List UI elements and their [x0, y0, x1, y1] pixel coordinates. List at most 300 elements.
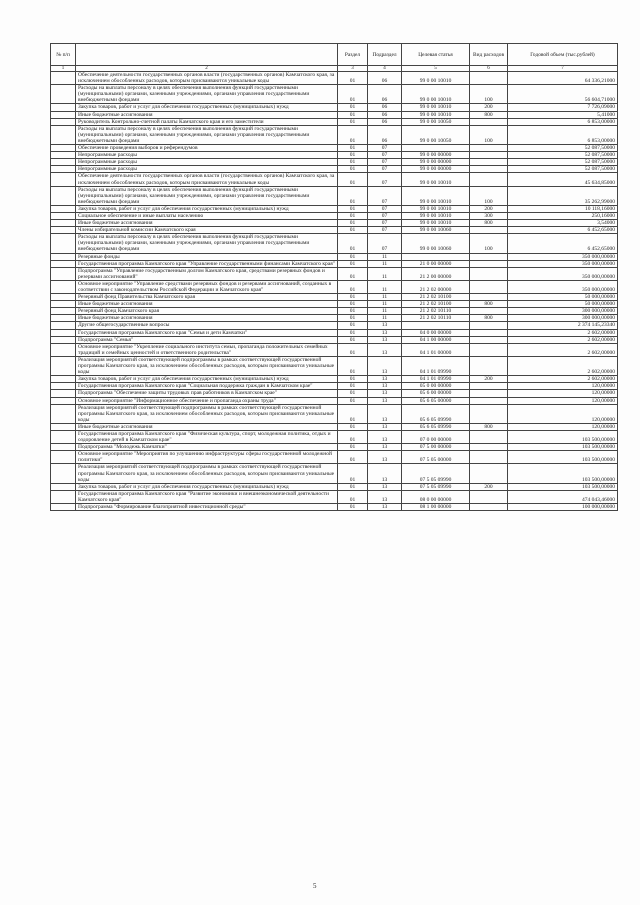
- row-section-cell: 01: [338, 152, 368, 159]
- row-amount-cell: 6 853,00000: [508, 125, 618, 144]
- row-num-cell: [51, 336, 76, 343]
- row-name-cell: Закупка товаров, работ и услуг для обеспечения государственных (муниципальных) нужд: [76, 104, 338, 111]
- row-section-cell: 01: [338, 267, 368, 280]
- row-section-cell: 01: [338, 336, 368, 343]
- row-subsection-cell: 13: [368, 423, 402, 430]
- row-subsection-cell: 07: [368, 234, 402, 253]
- row-section-cell: 01: [338, 159, 368, 166]
- row-section-cell: 01: [338, 383, 368, 390]
- row-section-cell: 01: [338, 430, 368, 443]
- row-section-cell: 01: [338, 490, 368, 503]
- row-num-cell: [51, 294, 76, 301]
- row-name-cell: Расходы на выплаты персоналу в целях обеспечения выполнения функций государственными (муниципальными) органами, казенными учреждениями, органами управления государственными внебюджетными фондами: [76, 234, 338, 253]
- table-row: [51, 329, 618, 336]
- row-exptype-cell: [470, 444, 508, 451]
- row-name-cell: Непрограммные расходы: [76, 152, 338, 159]
- row-section-cell: 01: [338, 423, 368, 430]
- row-num-cell: [51, 390, 76, 397]
- row-amount-cell: 103 500,00000: [508, 451, 618, 464]
- row-section-cell: 01: [338, 220, 368, 227]
- row-exptype-cell: 100: [470, 234, 508, 253]
- row-target-cell: 99 0 00 00000: [402, 166, 470, 173]
- table-row: [51, 504, 618, 511]
- row-name-cell: Закупка товаров, работ и услуг для обеспечения государственных (муниципальных) нужд: [76, 376, 338, 383]
- row-amount-cell: 350 000,00000: [508, 280, 618, 293]
- row-name-cell: Непрограммные расходы: [76, 159, 338, 166]
- header-target: Целевая статья: [402, 44, 470, 66]
- row-exptype-cell: [470, 166, 508, 173]
- table-row: [51, 125, 618, 144]
- row-amount-cell: 64 336,21000: [508, 72, 618, 85]
- row-target-cell: 99 0 00 00000: [402, 152, 470, 159]
- row-target-cell: 99 0 00 10010: [402, 212, 470, 219]
- row-name-cell: Государственная программа Камчатского края "Физическая культура, спорт, молодежная политика, отдых и оздоровление детей в Камчатском крае": [76, 430, 338, 443]
- row-name-cell: Подпрограмма "Семья": [76, 336, 338, 343]
- row-num-cell: [51, 159, 76, 166]
- row-target-cell: 05 6 05 09990: [402, 423, 470, 430]
- row-target-cell: 99 0 00 10060: [402, 227, 470, 234]
- row-num-cell: [51, 397, 76, 404]
- row-exptype-cell: [470, 356, 508, 375]
- row-subsection-cell: 06: [368, 111, 402, 118]
- row-num-cell: [51, 186, 76, 205]
- row-section-cell: 01: [338, 376, 368, 383]
- row-target-cell: 21 2 02 10110: [402, 308, 470, 315]
- row-num-cell: [51, 85, 76, 104]
- row-num-cell: [51, 376, 76, 383]
- row-subsection-cell: 11: [368, 294, 402, 301]
- row-subsection-cell: 07: [368, 166, 402, 173]
- row-num-cell: [51, 280, 76, 293]
- row-section-cell: 01: [338, 390, 368, 397]
- row-target-cell: [402, 145, 470, 152]
- row-section-cell: 01: [338, 404, 368, 423]
- row-subsection-cell: 06: [368, 125, 402, 144]
- table-row: [51, 85, 618, 104]
- row-subsection-cell: 07: [368, 186, 402, 205]
- row-amount-cell: 50 000,00000: [508, 294, 618, 301]
- row-name-cell: Государственная программа Камчатского края "Социальная поддержка граждан в Камчатском крае": [76, 383, 338, 390]
- row-amount-cell: 2 602,00000: [508, 356, 618, 375]
- row-subsection-cell: 07: [368, 173, 402, 186]
- row-amount-cell: 10 118,16000: [508, 205, 618, 212]
- row-exptype-cell: 300: [470, 212, 508, 219]
- row-amount-cell: 35 262,99000: [508, 186, 618, 205]
- row-name-cell: Подпрограмма "Управление государственным долгом Камчатского края, средствами резервных фондов и резервами ассигнований": [76, 267, 338, 280]
- row-exptype-cell: [470, 72, 508, 85]
- row-amount-cell: 52 087,50000: [508, 152, 618, 159]
- table-row: [51, 104, 618, 111]
- row-target-cell: 05 6 05 09990: [402, 404, 470, 423]
- row-subsection-cell: 11: [368, 253, 402, 260]
- row-target-cell: 04 1 01 00000: [402, 343, 470, 356]
- row-amount-cell: 120,00000: [508, 404, 618, 423]
- row-amount-cell: 103 500,00000: [508, 464, 618, 483]
- row-target-cell: 21 0 00 00000: [402, 260, 470, 267]
- table-row: [51, 490, 618, 503]
- table-row: [51, 397, 618, 404]
- row-target-cell: 99 0 00 10010: [402, 111, 470, 118]
- row-name-cell: Иные бюджетные ассигнования: [76, 111, 338, 118]
- row-target-cell: 99 0 00 10010: [402, 173, 470, 186]
- row-amount-cell: 250,16000: [508, 212, 618, 219]
- row-exptype-cell: [470, 253, 508, 260]
- table-row: [51, 390, 618, 397]
- row-name-cell: Члены избирательной комиссии Камчатского края: [76, 227, 338, 234]
- row-amount-cell: 2 374 145,23340: [508, 322, 618, 329]
- row-name-cell: Резервные фонды: [76, 253, 338, 260]
- row-exptype-cell: 100: [470, 125, 508, 144]
- row-subsection-cell: 11: [368, 315, 402, 322]
- row-exptype-cell: [470, 490, 508, 503]
- row-amount-cell: 350 000,00000: [508, 260, 618, 267]
- table-row: [51, 186, 618, 205]
- table-row: [51, 159, 618, 166]
- row-subsection-cell: 13: [368, 390, 402, 397]
- index-cell: 7: [508, 66, 618, 72]
- index-cell: 1: [51, 66, 76, 72]
- row-amount-cell: 56 604,71000: [508, 85, 618, 104]
- row-target-cell: 04 1 01 09990: [402, 376, 470, 383]
- row-target-cell: 08 1 00 00000: [402, 504, 470, 511]
- row-num-cell: [51, 212, 76, 219]
- row-subsection-cell: 07: [368, 212, 402, 219]
- row-num-cell: [51, 444, 76, 451]
- row-amount-cell: 6 853,00000: [508, 118, 618, 125]
- row-subsection-cell: 11: [368, 260, 402, 267]
- row-target-cell: 07 5 05 09990: [402, 483, 470, 490]
- row-subsection-cell: 06: [368, 104, 402, 111]
- table-row: [51, 145, 618, 152]
- table-row: [51, 483, 618, 490]
- row-name-cell: Подпрограмма "Обеспечение защиты трудовых прав работников в Камчатском крае": [76, 390, 338, 397]
- row-name-cell: Непрограммные расходы: [76, 166, 338, 173]
- table-row: [51, 260, 618, 267]
- index-cell: 6: [470, 66, 508, 72]
- row-exptype-cell: [470, 159, 508, 166]
- row-subsection-cell: 06: [368, 72, 402, 85]
- index-cell: 2: [76, 66, 338, 72]
- row-subsection-cell: 13: [368, 464, 402, 483]
- row-amount-cell: 103 500,00000: [508, 444, 618, 451]
- row-subsection-cell: 07: [368, 205, 402, 212]
- table-row: [51, 220, 618, 227]
- table-row: [51, 322, 618, 329]
- row-target-cell: 07 0 00 00000: [402, 430, 470, 443]
- table-row: [51, 343, 618, 356]
- table-row: [51, 173, 618, 186]
- row-exptype-cell: [470, 152, 508, 159]
- row-name-cell: Социальное обеспечение и иные выплаты населению: [76, 212, 338, 219]
- row-name-cell: Реализация мероприятий соответствующей подпрограммы в рамках соответствующей государственной программы Камчатского края, за исключением обособленных расходов, которым присваиваются уникальные коды: [76, 464, 338, 483]
- row-subsection-cell: 13: [368, 356, 402, 375]
- row-subsection-cell: 13: [368, 404, 402, 423]
- row-amount-cell: 103 500,00000: [508, 483, 618, 490]
- table-row: [51, 205, 618, 212]
- row-exptype-cell: [470, 430, 508, 443]
- row-exptype-cell: [470, 173, 508, 186]
- row-section-cell: 01: [338, 104, 368, 111]
- row-section-cell: 01: [338, 186, 368, 205]
- row-section-cell: 01: [338, 301, 368, 308]
- row-target-cell: 04 0 00 00000: [402, 329, 470, 336]
- table-row: [51, 227, 618, 234]
- row-name-cell: Основное мероприятие "Мероприятия по улучшению инфраструктуры сферы государственной молодежной политики": [76, 451, 338, 464]
- row-section-cell: 01: [338, 504, 368, 511]
- index-cell: 4: [368, 66, 402, 72]
- row-exptype-cell: 800: [470, 111, 508, 118]
- row-subsection-cell: 13: [368, 329, 402, 336]
- row-exptype-cell: 200: [470, 205, 508, 212]
- row-num-cell: [51, 483, 76, 490]
- row-amount-cell: 120,00000: [508, 383, 618, 390]
- row-section-cell: 01: [338, 356, 368, 375]
- row-amount-cell: 7 726,09000: [508, 104, 618, 111]
- table-row: [51, 430, 618, 443]
- row-name-cell: Закупка товаров, работ и услуг для обеспечения государственных (муниципальных) нужд: [76, 483, 338, 490]
- row-amount-cell: 2 602,00000: [508, 336, 618, 343]
- row-exptype-cell: 800: [470, 423, 508, 430]
- row-target-cell: 21 2 02 00000: [402, 280, 470, 293]
- table-row: [51, 336, 618, 343]
- row-name-cell: Основное мероприятие "Управление средствами резервных фондов и резервами ассигнований, созданных в соответствии с законодательством Российской Федерации и Камчатского края": [76, 280, 338, 293]
- row-section-cell: 01: [338, 85, 368, 104]
- row-num-cell: [51, 205, 76, 212]
- row-subsection-cell: 13: [368, 444, 402, 451]
- row-exptype-cell: [470, 267, 508, 280]
- table-row: [51, 72, 618, 85]
- row-target-cell: 99 0 00 10010: [402, 220, 470, 227]
- row-num-cell: [51, 308, 76, 315]
- row-subsection-cell: 13: [368, 336, 402, 343]
- table-row: [51, 376, 618, 383]
- row-num-cell: [51, 301, 76, 308]
- table-row: [51, 111, 618, 118]
- row-name-cell: Резервный фонд Правительства Камчатского края: [76, 294, 338, 301]
- row-subsection-cell: 07: [368, 152, 402, 159]
- table-row: [51, 464, 618, 483]
- row-num-cell: [51, 173, 76, 186]
- table-header-row: [51, 44, 618, 66]
- row-target-cell: 99 0 00 00000: [402, 159, 470, 166]
- row-num-cell: [51, 145, 76, 152]
- row-name-cell: Расходы на выплаты персоналу в целях обеспечения выполнения функций государственными (муниципальными) органами, казенными учреждениями, органами управления государственными внебюджетными фондами: [76, 186, 338, 205]
- row-num-cell: [51, 104, 76, 111]
- index-cell: 3: [338, 66, 368, 72]
- row-section-cell: 01: [338, 118, 368, 125]
- row-section-cell: 01: [338, 173, 368, 186]
- row-num-cell: [51, 504, 76, 511]
- row-target-cell: 21 2 02 10100: [402, 301, 470, 308]
- row-section-cell: 01: [338, 212, 368, 219]
- row-subsection-cell: 13: [368, 490, 402, 503]
- row-section-cell: 01: [338, 125, 368, 144]
- row-target-cell: 99 0 00 10050: [402, 125, 470, 144]
- row-section-cell: 01: [338, 322, 368, 329]
- row-amount-cell: 45 634,85000: [508, 173, 618, 186]
- row-name-cell: Основное мероприятие "Укрепление социального института семьи, пропаганда положительных семейных традиций и семейных ценностей и ответственного родительства": [76, 343, 338, 356]
- row-amount-cell: 120,00000: [508, 390, 618, 397]
- row-num-cell: [51, 166, 76, 173]
- row-name-cell: Государственная программа Камчатского края "Управление государственными финансами Камчатского края": [76, 260, 338, 267]
- row-subsection-cell: 11: [368, 301, 402, 308]
- table-row: [51, 253, 618, 260]
- row-exptype-cell: [470, 280, 508, 293]
- table-row: [51, 280, 618, 293]
- row-num-cell: [51, 343, 76, 356]
- row-exptype-cell: 200: [470, 104, 508, 111]
- row-exptype-cell: [470, 145, 508, 152]
- row-num-cell: [51, 430, 76, 443]
- row-num-cell: [51, 72, 76, 85]
- row-name-cell: Обеспечение деятельности государственных органов власти (государственных органов) Камчатского края, за исключением обособленных расходов, которым присваиваются уникальные коды: [76, 72, 338, 85]
- row-exptype-cell: [470, 227, 508, 234]
- row-target-cell: 99 0 00 10010: [402, 85, 470, 104]
- row-exptype-cell: [470, 397, 508, 404]
- row-exptype-cell: 100: [470, 186, 508, 205]
- row-exptype-cell: [470, 451, 508, 464]
- table-row: [51, 166, 618, 173]
- table-row: [51, 152, 618, 159]
- row-name-cell: Расходы на выплаты персоналу в целях обеспечения выполнения функций государственными (муниципальными) органами, казенными учреждениями, органами управления государственными внебюджетными фондами: [76, 125, 338, 144]
- row-amount-cell: 2 602,00000: [508, 329, 618, 336]
- row-target-cell: 04 1 00 00000: [402, 336, 470, 343]
- row-exptype-cell: [470, 343, 508, 356]
- row-exptype-cell: [470, 404, 508, 423]
- row-target-cell: 07 5 05 09990: [402, 464, 470, 483]
- row-target-cell: 07 5 05 00000: [402, 451, 470, 464]
- row-exptype-cell: [470, 464, 508, 483]
- row-target-cell: 08 0 00 00000: [402, 490, 470, 503]
- row-section-cell: 01: [338, 205, 368, 212]
- row-name-cell: Резервный фонд Камчатского края: [76, 308, 338, 315]
- header-name: [76, 44, 338, 66]
- row-section-cell: 01: [338, 294, 368, 301]
- row-target-cell: 07 5 00 00000: [402, 444, 470, 451]
- row-subsection-cell: 06: [368, 85, 402, 104]
- row-exptype-cell: 200: [470, 376, 508, 383]
- row-num-cell: [51, 234, 76, 253]
- row-amount-cell: 2 602,00000: [508, 376, 618, 383]
- row-exptype-cell: 800: [470, 301, 508, 308]
- row-exptype-cell: [470, 336, 508, 343]
- table-row: [51, 315, 618, 322]
- row-name-cell: Государственная программа Камчатского края "Развитие экономики и внешнеэкономической деятельности Камчатского края": [76, 490, 338, 503]
- row-section-cell: 01: [338, 329, 368, 336]
- row-num-cell: [51, 423, 76, 430]
- row-section-cell: 01: [338, 397, 368, 404]
- row-subsection-cell: 06: [368, 118, 402, 125]
- table-row: [51, 356, 618, 375]
- row-section-cell: 01: [338, 72, 368, 85]
- row-num-cell: [51, 451, 76, 464]
- row-name-cell: Реализация мероприятий соответствующей подпрограммы в рамках соответствующей государственной программы Камчатского края, за исключением обособленных расходов, которым присваиваются уникальные коды: [76, 404, 338, 423]
- row-num-cell: [51, 464, 76, 483]
- table-row: [51, 308, 618, 315]
- row-subsection-cell: 13: [368, 483, 402, 490]
- row-section-cell: 01: [338, 227, 368, 234]
- row-target-cell: 04 1 01 09990: [402, 356, 470, 375]
- row-amount-cell: 3,54000: [508, 220, 618, 227]
- row-name-cell: Основное мероприятие "Информационное обеспечение и пропаганда охраны труда": [76, 397, 338, 404]
- row-section-cell: 01: [338, 464, 368, 483]
- table-row: [51, 118, 618, 125]
- row-subsection-cell: 13: [368, 397, 402, 404]
- row-subsection-cell: 13: [368, 504, 402, 511]
- row-target-cell: 99 0 00 10060: [402, 234, 470, 253]
- row-amount-cell: 52 087,50000: [508, 145, 618, 152]
- row-section-cell: 01: [338, 234, 368, 253]
- row-amount-cell: 52 087,50000: [508, 166, 618, 173]
- row-amount-cell: 50 000,00000: [508, 301, 618, 308]
- row-subsection-cell: 11: [368, 280, 402, 293]
- row-amount-cell: 120,00000: [508, 423, 618, 430]
- row-target-cell: 99 0 00 10010: [402, 104, 470, 111]
- row-exptype-cell: 800: [470, 220, 508, 227]
- table-row: [51, 234, 618, 253]
- row-name-cell: Иные бюджетные ассигнования: [76, 423, 338, 430]
- index-cell: 5: [402, 66, 470, 72]
- row-num-cell: [51, 315, 76, 322]
- row-exptype-cell: 800: [470, 315, 508, 322]
- row-amount-cell: 350 000,00000: [508, 253, 618, 260]
- row-name-cell: Закупка товаров, работ и услуг для обеспечения государственных (муниципальных) нужд: [76, 205, 338, 212]
- row-amount-cell: 300 000,00000: [508, 308, 618, 315]
- row-exptype-cell: [470, 308, 508, 315]
- row-name-cell: Иные бюджетные ассигнования: [76, 220, 338, 227]
- row-target-cell: [402, 253, 470, 260]
- row-subsection-cell: 07: [368, 227, 402, 234]
- page-number: 5: [313, 882, 317, 890]
- row-num-cell: [51, 125, 76, 144]
- row-amount-cell: 6 452,65000: [508, 227, 618, 234]
- row-subsection-cell: 07: [368, 220, 402, 227]
- row-name-cell: Реализация мероприятий соответствующей подпрограммы в рамках соответствующей государственной программы Камчатского края, за исключением обособленных расходов, которым присваиваются уникальные коды: [76, 356, 338, 375]
- row-num-cell: [51, 404, 76, 423]
- row-exptype-cell: [470, 118, 508, 125]
- row-section-cell: 01: [338, 444, 368, 451]
- row-name-cell: Иные бюджетные ассигнования: [76, 301, 338, 308]
- row-section-cell: 01: [338, 145, 368, 152]
- row-name-cell: Подпрограмма "Молодежь Камчатки": [76, 444, 338, 451]
- row-amount-cell: 120,00000: [508, 397, 618, 404]
- row-name-cell: Расходы на выплаты персоналу в целях обеспечения выполнения функций государственными (муниципальными) органами, казенными учреждениями, органами управления государственными внебюджетными фондами: [76, 85, 338, 104]
- row-subsection-cell: 13: [368, 343, 402, 356]
- header-section: Раздел: [338, 44, 368, 66]
- table-row: [51, 294, 618, 301]
- row-amount-cell: 350 000,00000: [508, 267, 618, 280]
- row-subsection-cell: 13: [368, 451, 402, 464]
- row-num-cell: [51, 329, 76, 336]
- header-num: № п/п: [51, 44, 76, 66]
- row-amount-cell: 103 500,00000: [508, 430, 618, 443]
- table-row: [51, 267, 618, 280]
- row-subsection-cell: 11: [368, 308, 402, 315]
- row-subsection-cell: 13: [368, 383, 402, 390]
- header-exptype: Вид расходов: [470, 44, 508, 66]
- row-target-cell: 21 2 02 10100: [402, 294, 470, 301]
- row-section-cell: 01: [338, 451, 368, 464]
- row-subsection-cell: 13: [368, 322, 402, 329]
- row-name-cell: Подпрограмма "Формирование благоприятной инвестиционной среды": [76, 504, 338, 511]
- row-exptype-cell: [470, 329, 508, 336]
- row-num-cell: [51, 260, 76, 267]
- row-name-cell: Обеспечение проведения выборов и референдумов: [76, 145, 338, 152]
- row-section-cell: 01: [338, 260, 368, 267]
- row-subsection-cell: 07: [368, 145, 402, 152]
- row-section-cell: 01: [338, 166, 368, 173]
- row-target-cell: 99 0 00 10050: [402, 118, 470, 125]
